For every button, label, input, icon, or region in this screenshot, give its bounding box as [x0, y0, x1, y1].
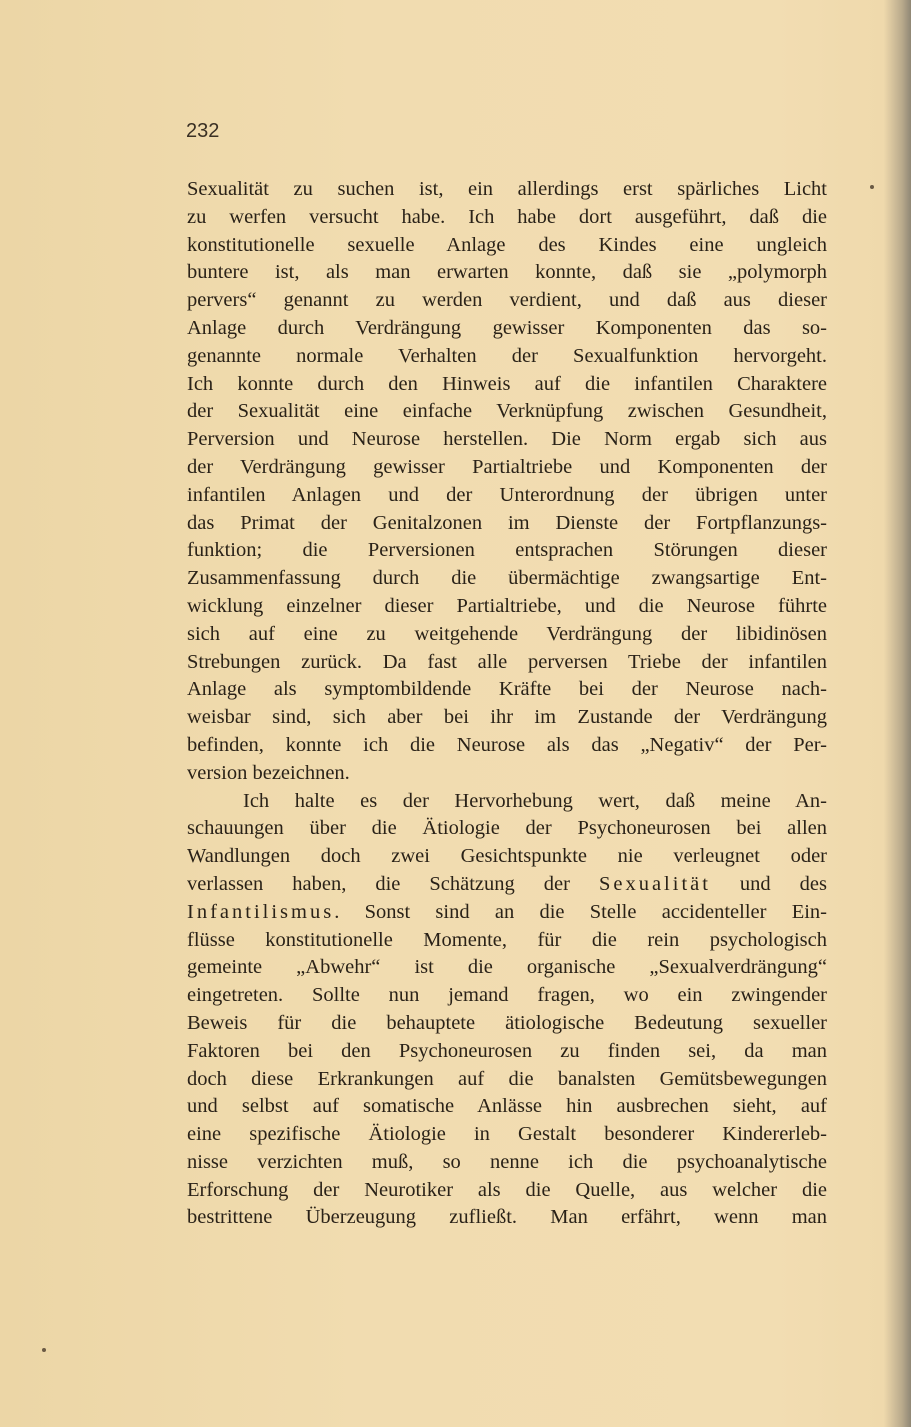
text-line: genannte normale Verhalten der Sexualfunktion hervorgeht. [187, 344, 827, 367]
text-line: buntere ist, als man erwarten konnte, daß sie „polymorph [187, 261, 827, 284]
text-line [187, 899, 827, 927]
text-line: Sexualität zu suchen ist, ein allerdings erst spärliches Licht [187, 178, 827, 200]
text-line: funktion; die Perversionen entsprachen Störungen dieser [187, 539, 827, 562]
text-line: Wandlungen doch zwei Gesichtspunkte nie verleugnet oder [187, 845, 827, 868]
text-segment: . Sonst sind an die Stelle accidenteller Ein- [334, 900, 827, 923]
text-segment: verlassen haben, die Schätzung der [187, 872, 599, 895]
text-line: weisbar sind, sich aber bei ihr im Zustande der Verdrängung [187, 706, 827, 729]
text-line: konstitutionelle sexuelle Anlage des Kindes eine ungleich [187, 233, 827, 256]
text-line: doch diese Erkrankungen auf die banalsten Gemütsbewegungen [187, 1067, 827, 1090]
text-line: nisse verzichten muß, so nenne ich die psychoanalytische [187, 1150, 827, 1173]
text-line: zu werfen versucht habe. Ich habe dort ausgeführt, daß die [187, 205, 827, 228]
text-line: Anlage durch Verdrängung gewisser Komponenten das so- [187, 316, 827, 339]
text-line: der Verdrängung gewisser Partialtriebe und Komponenten der [187, 455, 827, 478]
text-line [187, 871, 827, 899]
text-line: und selbst auf somatische Anlässe hin ausbrechen sieht, auf [187, 1095, 827, 1118]
text-line: eingetreten. Sollte nun jemand fragen, wo ein zwingender [187, 984, 827, 1007]
text-line: sich auf eine zu weitgehende Verdrängung der libidinösen [187, 622, 827, 645]
page-number: 232 [186, 120, 220, 142]
text-line: eine spezifische Ätiologie in Gestalt besonderer Kindererleb- [187, 1123, 827, 1146]
text-line: Anlage als symptombildende Kräfte bei der Neurose nach- [187, 678, 827, 701]
text-line: Erforschung der Neurotiker als die Quelle, aus welcher die [187, 1178, 827, 1201]
text-line: Beweis für die behauptete ätiologische Bedeutung sexueller [187, 1011, 827, 1034]
text-segment: und des [710, 872, 828, 895]
body-text [187, 176, 827, 1232]
text-line: Ich halte es der Hervorhebung wert, daß meine An- [243, 789, 827, 812]
emphasized-word: Sexualität [598, 872, 711, 895]
text-line: Strebungen zurück. Da fast alle perversen Triebe der infantilen [187, 650, 827, 673]
text-line: Ich konnte durch den Hinweis auf die infantilen Charaktere [187, 372, 827, 395]
text-line: der Sexualität eine einfache Verknüpfung zwischen Gesundheit, [187, 400, 827, 423]
text-line: flüsse konstitutionelle Momente, für die rein psychologisch [187, 928, 827, 951]
text-line: befinden, konnte ich die Neurose als das „Negativ“ der Per- [187, 733, 827, 756]
text-line: Perversion und Neurose herstellen. Die Norm ergab sich aus [187, 428, 827, 451]
text-line: infantilen Anlagen und der Unterordnung der übrigen unter [187, 483, 827, 506]
text-line: Faktoren bei den Psychoneurosen zu finden sei, da man [187, 1039, 827, 1062]
emphasized-word: Infantilismus [187, 900, 335, 923]
text-line: bestrittene Überzeugung zufließt. Man erfährt, wenn man [187, 1206, 827, 1229]
text-line: das Primat der Genitalzonen im Dienste der Fortpflanzungs- [187, 511, 827, 534]
text-line: Zusammenfassung durch die übermächtige zwangsartige Ent- [187, 567, 827, 590]
text-line: wicklung einzelner dieser Partialtriebe, und die Neurose führte [187, 594, 827, 617]
text-line: gemeinte „Abwehr“ ist die organische „Sexualverdrängung“ [187, 956, 827, 979]
scan-speck [870, 185, 874, 189]
text-line: schauungen über die Ätiologie der Psychoneurosen bei allen [187, 817, 827, 840]
scan-speck [42, 1348, 46, 1352]
text-line: version bezeichnen. [187, 761, 350, 784]
text-line: pervers“ genannt zu werden verdient, und daß aus dieser [187, 289, 827, 312]
